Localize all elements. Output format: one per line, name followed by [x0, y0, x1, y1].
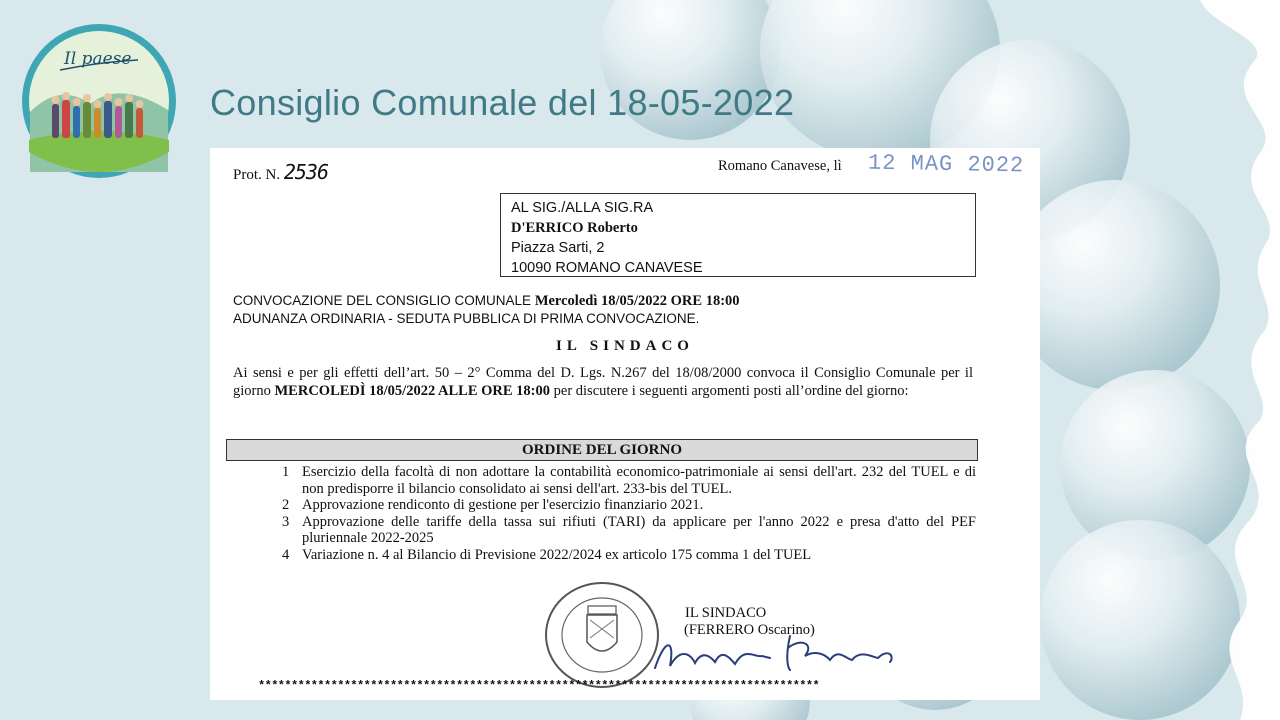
paragraph-bold-date: MERCOLEDÌ 18/05/2022 ALLE ORE 18:00: [274, 383, 551, 399]
protocol-number: [233, 160, 328, 184]
agenda-title: ORDINE DEL GIORNO: [226, 439, 978, 461]
paragraph-part2: per discutere i seguenti argomenti posti all’ordine del giorno:: [550, 383, 909, 399]
agenda-item: [282, 547, 976, 564]
agenda-list: [282, 464, 976, 563]
handwritten-signature: [640, 628, 900, 678]
place-date: Romano Canavese, lì: [718, 158, 842, 174]
recipient-box: [500, 193, 976, 277]
agenda-item: [282, 497, 976, 514]
logo-text: Il paese: [64, 49, 132, 69]
recipient-name: D'ERRICO Roberto: [511, 220, 638, 236]
il-paese-logo: [20, 22, 178, 180]
convocation-line1: CONVOCAZIONE DEL CONSIGLIO COMUNALE: [233, 293, 535, 308]
protocol-label: Prot. N.: [233, 167, 281, 183]
slide-title: Consiglio Comunale del 18-05-2022: [210, 82, 795, 123]
convocation-line2: ADUNANZA ORDINARIA - SEDUTA PUBBLICA DI PRIMA CONVOCAZIONE.: [233, 311, 700, 326]
agenda-item-number: 1: [282, 464, 290, 480]
convocation-paragraph: [233, 364, 973, 400]
agenda-item: [282, 464, 976, 497]
signer-title: IL SINDACO: [685, 605, 767, 621]
convocation-date: Mercoledì 18/05/2022 ORE 18:00: [534, 293, 740, 309]
white-brush-stroke: [1090, 0, 1280, 720]
protocol-handwritten-number: 2536: [283, 160, 329, 184]
paragraph-part1: Ai sensi e per gli effetti dell’art. 50 – 2° Comma del D. Lgs. N.267 del 18/08/2000 convoca il Consiglio Comunale per il giorno: [233, 365, 973, 399]
agenda-item-number: 2: [282, 497, 290, 513]
agenda-item: [282, 514, 976, 547]
agenda-item-number: 4: [282, 546, 290, 563]
convocation-header: [233, 292, 740, 327]
agenda-item-text: Variazione n. 4 al Bilancio di Previsione 2022/2024 ex articolo 175 comma 1 del TUEL: [302, 546, 812, 563]
recipient-salutation: AL SIG./ALLA SIG.RA: [511, 200, 654, 216]
agenda-item-text: Esercizio della facoltà di non adottare la contabilità economico-patrimoniale ai sensi dell'art. 232 del TUEL e di non predisporre il bilancio consolidato ai sensi dell'art. 233-bis del TUEL.: [302, 464, 976, 497]
sindaco-heading: IL SINDACO: [556, 338, 694, 354]
scanned-letter: [210, 148, 1040, 700]
signer-name: (FERRERO Oscarino): [684, 622, 815, 638]
recipient-city: 10090 ROMANO CANAVESE: [511, 260, 703, 276]
recipient-street: Piazza Sarti, 2: [511, 240, 605, 256]
agenda-item-text: Approvazione delle tariffe della tassa sui rifiuti (TARI) da applicare per l'anno 2022 e presa d'atto del PEF pluriennale 2022-2025: [302, 513, 976, 546]
agenda-item-number: 3: [282, 513, 290, 530]
footer-asterisks: *************************************************************************************: [258, 679, 820, 693]
date-stamp: 12 MAG 2022: [867, 150, 1025, 179]
agenda-item-text: Approvazione rendiconto di gestione per l'esercizio finanziario 2021.: [302, 497, 704, 513]
